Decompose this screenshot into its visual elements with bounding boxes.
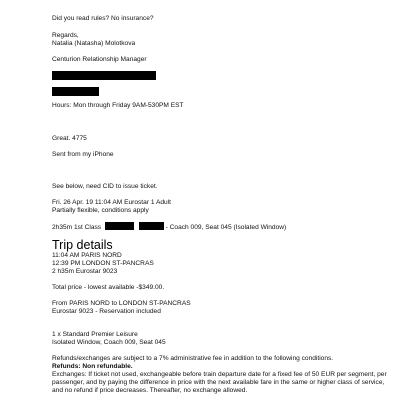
booking-flex-line: Partially flexible, conditions apply (52, 207, 149, 214)
exchanges-paragraph: Exchanges: If ticket not used, exchangeable before train departure date for a fixed fee of 50 EUR per segment, per passenger, and by paying the difference in price with the next available fare in the same or higher class of service, and no refund if price decreases. Thereafter, no exchange allowed. (52, 371, 387, 394)
redacted-inline (105, 222, 134, 230)
route-line: From PARIS NORD to LONDON ST-PANCRAS (52, 300, 191, 307)
signature-title: Centurion Relationship Manager (52, 56, 147, 63)
train-line: 2 h35m Eurostar 9023 (52, 268, 118, 275)
cid-request-line: See below, need CID to issue ticket. (52, 183, 158, 190)
trip-details-heading: Trip details (52, 238, 113, 252)
arrival-line: 12:39 PM LONDON ST-PANCRAS (52, 260, 154, 267)
ticket-line: 1 x Standard Premier Leisure (52, 331, 138, 338)
intro-line: Did you read rules? No insurance? (52, 15, 154, 22)
booking-date-line: Fri. 26 Apr. 19 11:04 AM Eurostar 1 Adult (52, 199, 171, 206)
redacted-block (52, 71, 156, 80)
duration-class-text: 2h35m 1st Class (52, 224, 102, 231)
seat-line: Isolated Window, Coach 009, Seat 045 (52, 339, 166, 346)
reply-line: Great. 4775 (52, 135, 87, 142)
signature-name: Natalia (Natasha) Molotkova (52, 40, 136, 47)
redacted-block (52, 87, 99, 96)
reservation-line: Eurostar 9023 - Reservation included (52, 308, 161, 315)
coach-seat-text: - Coach 009, Seat 045 (Isolated Window) (165, 224, 287, 231)
booking-seat-line (52, 222, 286, 232)
refunds-line: Refunds: Non refundable. (52, 363, 133, 370)
redacted-inline (139, 222, 164, 230)
signature-closing: Regards, (52, 32, 79, 39)
office-hours: Hours: Mon through Friday 9AM-530PM EST (52, 102, 184, 109)
departure-line: 11:04 AM PARIS NORD (52, 252, 122, 259)
total-price-line: Total price - lowest available -$349.00. (52, 284, 165, 291)
sent-from-line: Sent from my iPhone (52, 151, 114, 158)
fee-note-line: Refunds/exchanges are subject to a 7% administrative fee in addition to the following conditions. (52, 355, 334, 362)
